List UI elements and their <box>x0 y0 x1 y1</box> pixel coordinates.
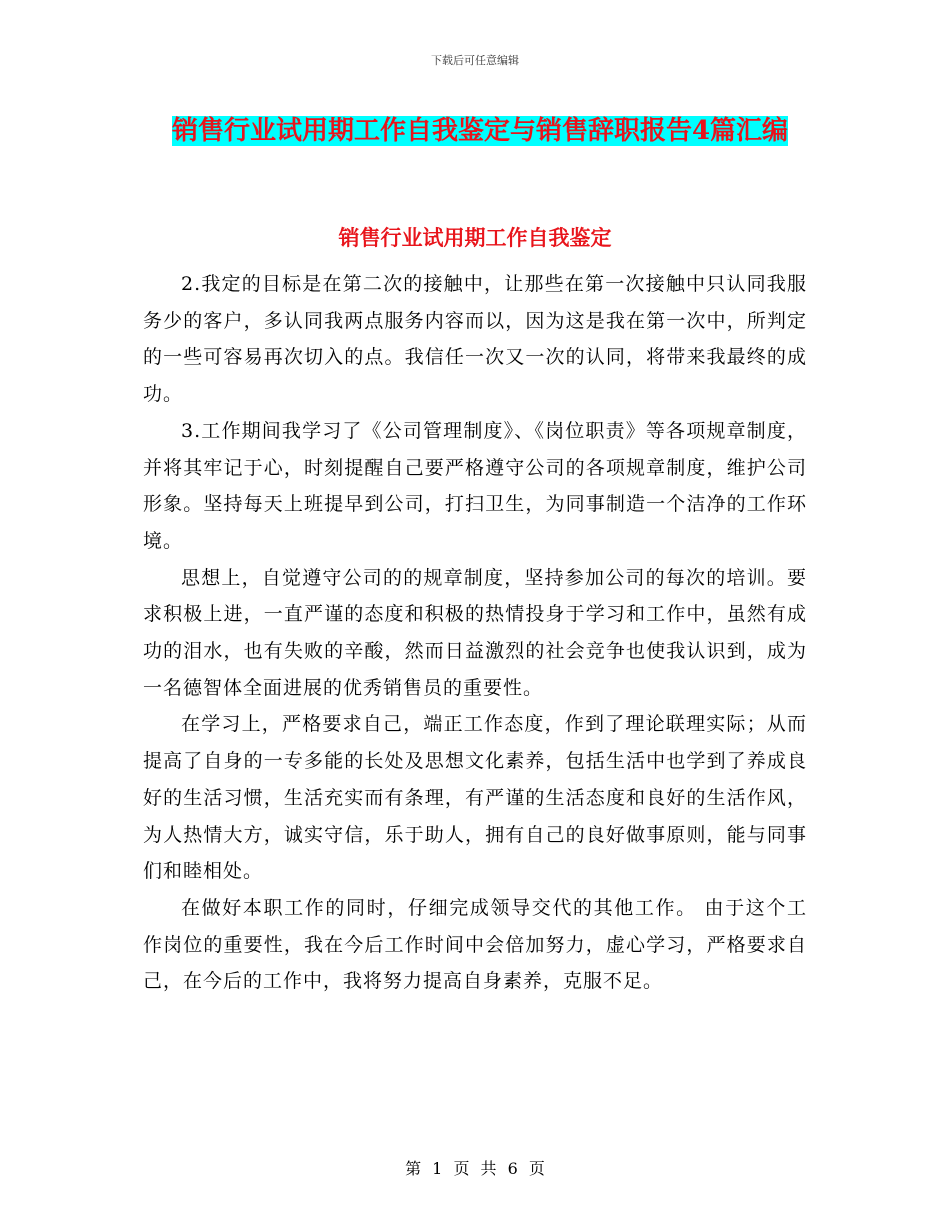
paragraph: 3.工作期间我学习了《公司管理制度》、《岗位职责》等各项规章制度，并将其牢记于心，时刻提醒自己要严格遵守公司的各项规章制度，维护公司形象。坚持每天上班提早到公司，打扫卫生，为同事制造一个洁净的工作环境。 <box>143 419 807 552</box>
page-footer: 第 1 页 共 6 页 <box>405 1159 545 1178</box>
section-title: 销售行业试用期工作自我鉴定 <box>338 225 612 250</box>
header-note: 下载后可任意编辑 <box>431 54 519 67</box>
document-title <box>150 108 810 154</box>
paragraph: 2.我定的目标是在第二次的接触中，让那些在第一次接触中只认同我服务少的客户，多认同我两点服务内容而以，因为这是我在第一次中，所判定的一些可容易再次切入的点。我信任一次又一次的认同，将带来我最终的成功。 <box>143 273 807 406</box>
document-title-text: 销售行业试用期工作自我鉴定与销售辞职报告4篇汇编 <box>171 116 789 146</box>
paragraph: 在学习上，严格要求自己，端正工作态度，作到了理论联理实际；从而提高了自身的一专多能的长处及思想文化素养，包括生活中也学到了养成良好的生活习惯，生活充实而有条理，有严谨的生活态度和良好的生活作风，为人热情大方，诚实守信，乐于助人，拥有自己的良好做事原则，能与同事们和睦相处。 <box>143 713 807 883</box>
paragraph: 思想上，自觉遵守公司的的规章制度，坚持参加公司的每次的培训。要求积极上进，一直严谨的态度和积极的热情投身于学习和工作中，虽然有成功的泪水，也有失败的辛酸，然而日益激烈的社会竞争也使我认识到，成为一名德智体全面进展的优秀销售员的重要性。 <box>143 566 807 699</box>
paragraph: 在做好本职工作的同时，仔细完成领导交代的其他工作。 由于这个工作岗位的重要性，我在今后工作时间中会倍加努力，虚心学习，严格要求自己，在今后的工作中，我将努力提高自身素养，克服不足。 <box>143 896 807 993</box>
document-body <box>143 266 807 1000</box>
